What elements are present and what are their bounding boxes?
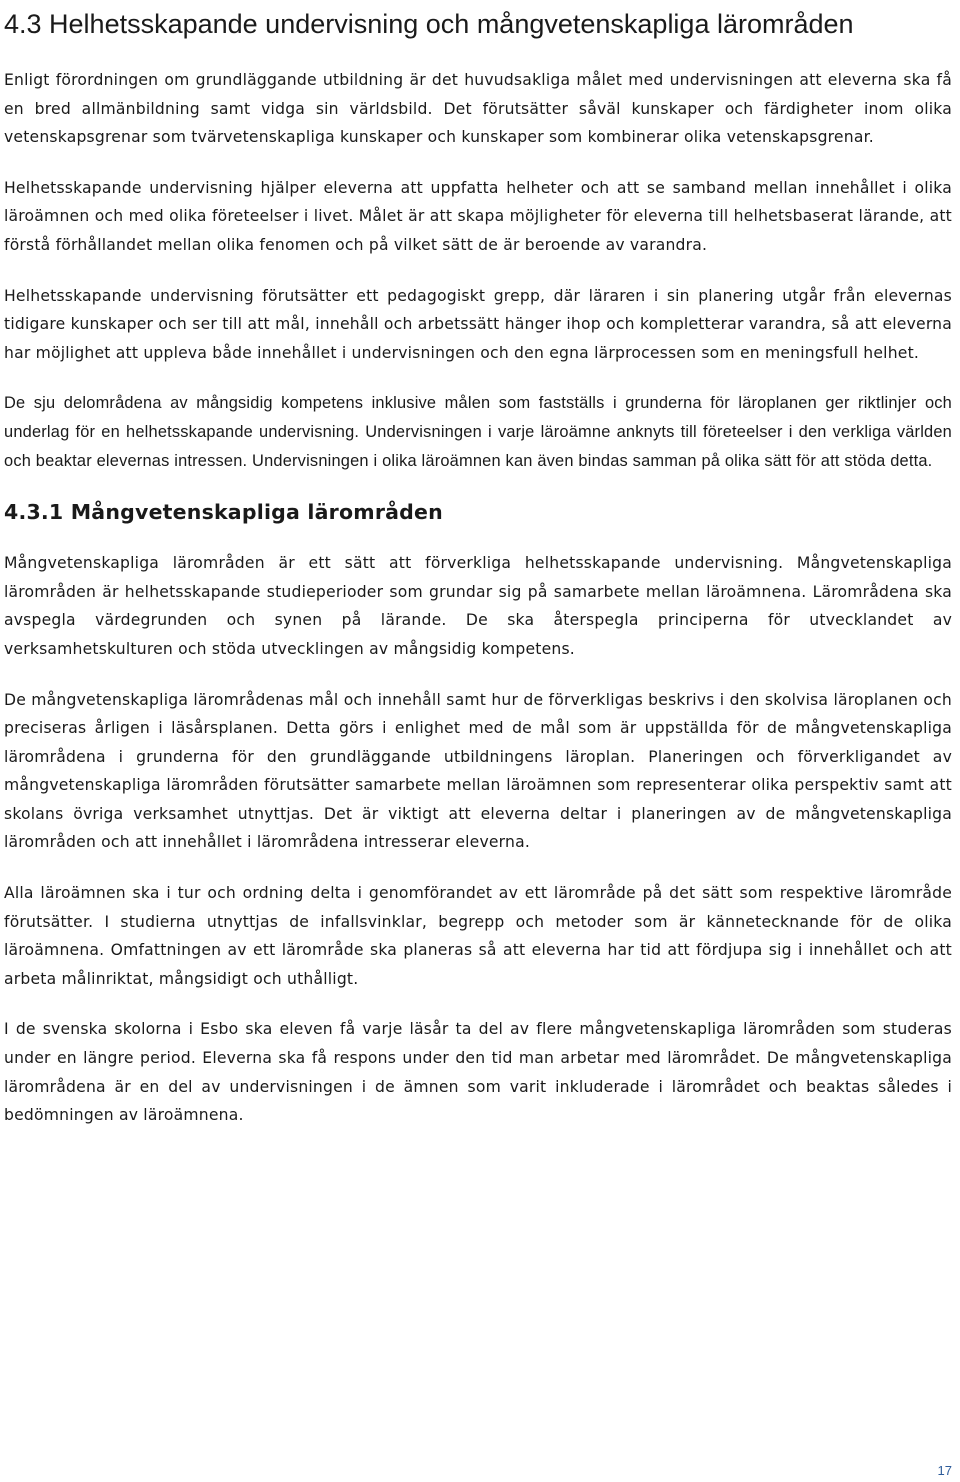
paragraph: Helhetsskapande undervisning förutsätter ett pedagogiskt grepp, där läraren i sin planering utgår från elevernas tidigare kunskaper och ser till att mål, innehåll och arbetssätt hänger ihop och kompletterar varandra, så att eleverna har möjlighet att uppleva både innehållet i undervisningen och den egna lärprocessen som en meningsfull helhet.	[4, 286, 952, 362]
paragraph: Enligt förordningen om grundläggande utbildning är det huvudsakliga målet med undervisningen att eleverna ska få en bred allmänbildning samt vidga sin världsbild. Det förutsätter såväl kunskaper och färdigheter inom olika vetenskapsgrenar som tvärvetenskapliga kunskaper och kunskaper som kombinerar olika vetenskapsgrenar.	[4, 71, 952, 147]
paragraph: Alla läroämnen ska i tur och ordning delta i genomförandet av ett lärområde på det sätt som respektive lärområde förutsätter. I studierna utnyttjas de infallsvinklar, begrepp och metoder som är kännetecknande för de olika läroämnena. Omfattningen av ett lärområde ska planeras så att eleverna har tid att fördjupa sig i innehållet och att arbeta målinriktat, mångsidigt och uthålligt.	[4, 884, 952, 988]
page-number: 17	[937, 1463, 952, 1478]
subsection-body	[4, 549, 952, 1130]
paragraph: Helhetsskapande undervisning hjälper eleverna att uppfatta helheter och att se samband mellan innehållet i olika läroämnen och med olika företeelser i livet. Målet är att skapa möjligheter för eleverna till helhetsbaserat lärande, att förstå förhållandet mellan olika fenomen och på vilket sätt de är beroende av varandra.	[4, 178, 952, 254]
paragraph: I de svenska skolorna i Esbo ska eleven få varje läsår ta del av flere mångvetenskapliga lärområden som studeras under en längre period. Eleverna ska få respons under den tid man arbetar med lärområdet. De mångvetenskapliga lärområdena är en del av undervisningen i de ämnen som varit inkluderade i lärområdet och beaktas således i bedömningen av läroämnena.	[4, 1020, 952, 1125]
section-body	[4, 66, 952, 475]
paragraph: De sju delområdena av mångsidig kompetens inklusive målen som fastställs i grunderna för läroplanen ger riktlinjer och underlag för en helhetsskapande undervisning. Undervisningen i varje läroämne anknyts till företeelser i den verkliga världen och beaktar elevernas intressen. Undervisningen i olika läroämnen kan även bindas samman på olika sätt för att stöda detta.	[4, 394, 952, 470]
subsection-heading: 4.3.1 Mångvetenskapliga lärområden	[4, 500, 443, 525]
document-page	[4, 0, 952, 1152]
paragraph: Mångvetenskapliga lärområden är ett sätt att förverkliga helhetsskapande undervisning. Mångvetenskapliga lärområden är helhetsskapande studieperioder som grundar sig på samarbete mellan läroämnena. Lärområdena ska avspegla värdegrunden och synen på lärande. De ska återspegla principerna för utvecklandet av verksamhetskulturen och stöda utvecklingen av mångsidig kompetens.	[4, 554, 952, 658]
paragraph: De mångvetenskapliga lärområdenas mål och innehåll samt hur de förverkligas beskrivs i den skolvisa läroplanen och preciseras årligen i läsårsplanen. Detta görs i enlighet med de mål som är uppställda för de mångvetenskapliga lärområdena i grunderna för den grundläggande utbildningens läroplan. Planeringen och förverkligandet av mångvetenskapliga lärområden förutsätter samarbete mellan läroämnen som representerar olika perspektiv samt att skolans övriga verksamhet utnyttjas. Det är viktigt att eleverna deltar i planeringen av de mångvetenskapliga lärområden och att innehållet i lärområdena intresserar eleverna.	[4, 690, 952, 852]
section-heading: 4.3 Helhetsskapande undervisning och mångvetenskapliga lärområden	[4, 9, 854, 39]
